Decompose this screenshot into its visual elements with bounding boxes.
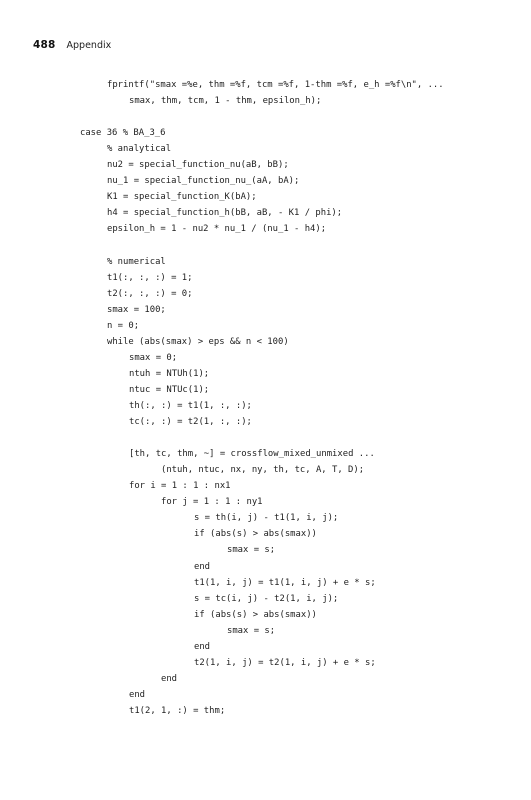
code-line: ntuc = NTUc(1); xyxy=(129,384,210,395)
code-line: smax = 0; xyxy=(129,352,178,363)
code-line: epsilon_h = 1 - nu2 * nu_1 / (nu_1 - h4); xyxy=(107,224,327,235)
code-line: t1(:, :, :) = 1; xyxy=(107,272,193,283)
code-line: % numerical xyxy=(107,256,166,267)
code-line: nu2 = special_function_nu(aB, bB); xyxy=(107,160,289,171)
code-line: while (abs(smax) > eps && n < 100) xyxy=(107,336,289,347)
code-line: [th, tc, thm, ~] = crossflow_mixed_unmixed ... xyxy=(129,449,375,460)
code-line: end xyxy=(129,689,146,700)
code-line: for j = 1 : 1 : ny1 xyxy=(161,497,263,508)
code-line: smax, thm, tcm, 1 - thm, epsilon_h); xyxy=(129,96,322,107)
code-line: end xyxy=(194,561,211,572)
code-line: if (abs(s) > abs(smax)) xyxy=(194,529,317,540)
code-line: case 36 % BA_3_6 xyxy=(80,128,166,139)
running-head: Appendix xyxy=(66,40,112,51)
code-line: t2(1, i, j) = t2(1, i, j) + e * s; xyxy=(194,657,376,668)
code-line: n = 0; xyxy=(107,320,140,331)
code-line: h4 = special_function_h(bB, aB, - K1 / phi); xyxy=(107,208,343,219)
page-header xyxy=(33,39,111,53)
code-line: t1(2, 1, :) = thm; xyxy=(129,705,226,716)
code-line: for i = 1 : 1 : nx1 xyxy=(129,481,231,492)
code-line: fprintf("smax =%e, thm =%f, tcm =%f, 1-thm =%f, e_h =%f\n", ... xyxy=(107,80,444,90)
code-line: K1 = special_function_K(bA); xyxy=(107,192,257,203)
code-line: th(:, :) = t1(1, :, :); xyxy=(129,401,252,411)
code-line: t1(1, i, j) = t1(1, i, j) + e * s; xyxy=(194,577,376,588)
page-number: 488 xyxy=(33,39,56,51)
code-line: end xyxy=(194,641,211,652)
code-line: % analytical xyxy=(107,144,172,155)
code-line: smax = s; xyxy=(227,625,276,636)
code-line: t2(:, :, :) = 0; xyxy=(107,288,193,299)
code-line: (ntuh, ntuc, nx, ny, th, tc, A, T, D); xyxy=(161,465,365,476)
code-line: nu_1 = special_function_nu_(aA, bA); xyxy=(107,176,300,187)
code-line: smax = s; xyxy=(227,545,276,556)
code-line: ntuh = NTUh(1); xyxy=(129,368,210,379)
code-line: tc(:, :) = t2(1, :, :); xyxy=(129,417,252,428)
code-line: s = tc(i, j) - t2(1, i, j); xyxy=(194,593,339,604)
code-line: s = th(i, j) - t1(1, i, j); xyxy=(194,513,339,524)
code-line: end xyxy=(161,673,178,684)
code-line: smax = 100; xyxy=(107,304,166,315)
code-line: if (abs(s) > abs(smax)) xyxy=(194,609,317,620)
